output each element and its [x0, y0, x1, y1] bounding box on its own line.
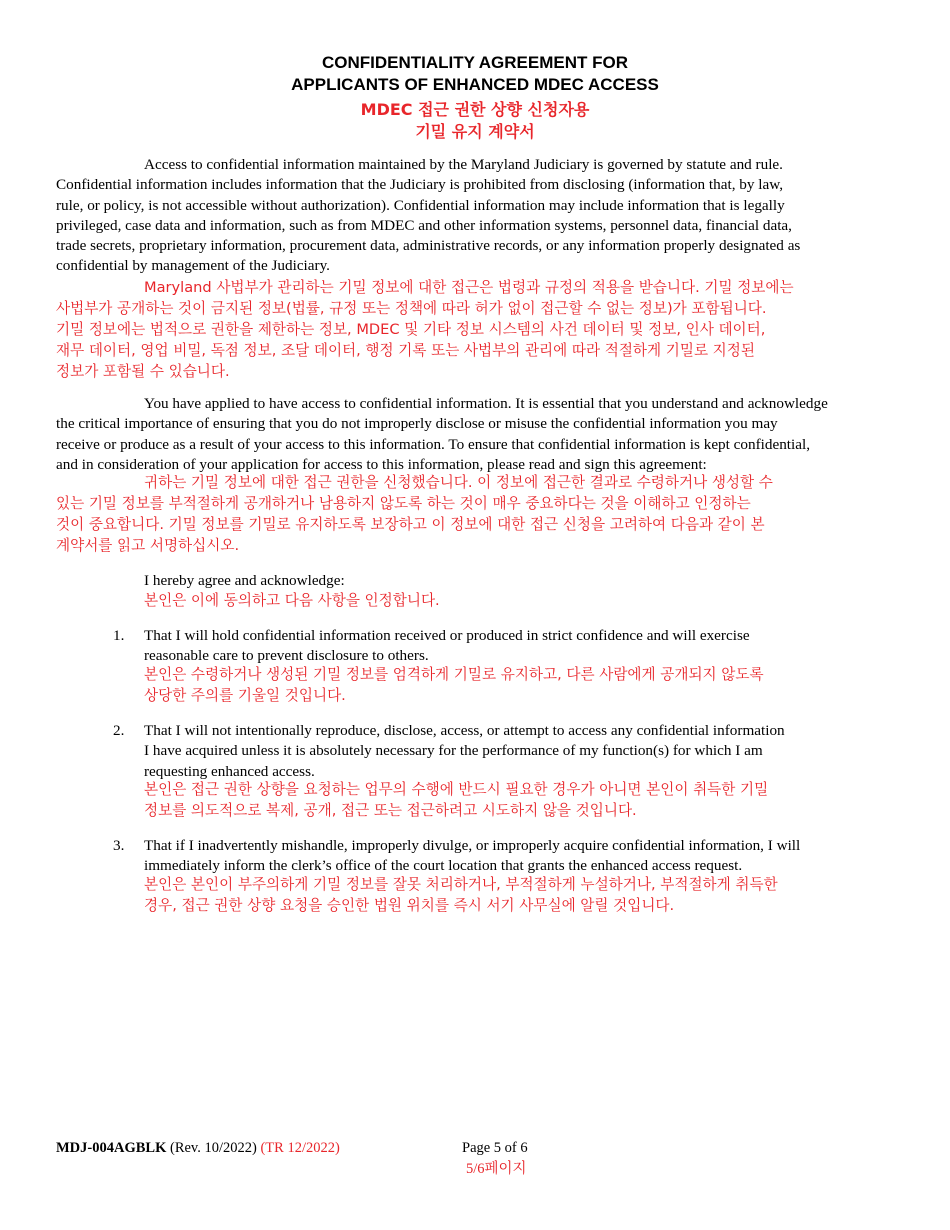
text-line: I have acquired unless it is absolutely necessary for the performance of my function(s) for which I am [144, 742, 763, 760]
form-revision: (Rev. 10/2022) [169, 1140, 257, 1156]
title-korean-line-2: 기밀 유지 계약서 [415, 122, 535, 141]
form-id: MDJ-004AGBLK [56, 1140, 167, 1156]
agree-statement-en: I hereby agree and acknowledge: [144, 572, 345, 589]
agree-statement-ko: 본인은 이에 동의하고 다음 사항을 인정합니다. [144, 592, 440, 609]
intro-paragraph-ko [56, 277, 906, 382]
applied-paragraph-ko [56, 472, 906, 556]
item-number: 3. [113, 837, 125, 854]
text-line: 재무 데이터, 영업 비밀, 독점 정보, 조달 데이터, 행정 기록 또는 사법부의 관리에 따라 적절하게 기밀로 지정된 [56, 342, 755, 359]
text-line: 사법부가 공개하는 것이 금지된 정보(법률, 규정 또는 정책에 따라 허가 없이 접근할 수 없는 정보)가 포함됩니다. [56, 300, 767, 317]
intro-paragraph-en [56, 155, 906, 277]
form-identifier [56, 1140, 340, 1157]
text-line: trade secrets, proprietary information, procurement data, administrative records, or any information properly designated as [56, 237, 801, 255]
text-line: confidential by management of the Judiciary. [56, 257, 330, 275]
text-line: the critical importance of ensuring that you do not improperly disclose or misuse the confidential information you may [56, 415, 778, 433]
applied-paragraph-en [56, 394, 906, 475]
text-line: 정보가 포함될 수 있습니다. [56, 363, 230, 380]
text-line: 계약서를 읽고 서명하십시오. [56, 537, 240, 554]
item-1-ko [144, 664, 914, 706]
text-line: and in consideration of your application for access to this information, please read and sign this agreement: [56, 455, 707, 473]
text-line: 기밀 정보에는 법적으로 권한을 제한하는 정보, MDEC 및 기타 정보 시스템의 사건 데이터 및 정보, 인사 데이터, [56, 321, 766, 338]
text-line: That I will hold confidential information received or produced in strict confidence and will exercise [144, 627, 750, 644]
text-line: That I will not intentionally reproduce, disclose, access, or attempt to access any confidential information [144, 722, 785, 739]
text-line: 본인은 접근 권한 상향을 요청하는 업무의 수행에 반드시 필요한 경우가 아니면 본인이 취득한 기밀 [144, 781, 769, 798]
text-line: 상당한 주의를 기울일 것입니다. [144, 687, 346, 704]
page-number-ko: 5/6페이지 [466, 1161, 527, 1177]
item-number: 1. [113, 627, 125, 644]
text-line: 있는 기밀 정보를 부적절하게 공개하거나 남용하지 않도록 하는 것이 매우 중요하다는 것을 이해하고 인정하는 [56, 495, 751, 512]
text-line: 정보를 의도적으로 복제, 공개, 접근 또는 접근하려고 시도하지 않을 것입니다. [144, 802, 637, 819]
text-line: Confidential information includes information that the Judiciary is prohibited from disclosing (information that, by law, [56, 176, 784, 194]
text-line: privileged, case data and information, such as from MDEC and other information systems, personnel data, financial data, [56, 216, 792, 234]
text-line: 것이 중요합니다. 기밀 정보를 기밀로 유지하도록 보장하고 이 정보에 대한 접근 신청을 고려하여 다음과 같이 본 [56, 516, 765, 533]
title-line-2: APPLICANTS OF ENHANCED MDEC ACCESS [291, 75, 659, 94]
page-number-en: Page 5 of 6 [462, 1140, 528, 1156]
text-line: requesting enhanced access. [144, 762, 315, 780]
text-line: 귀하는 기밀 정보에 대한 접근 권한을 신청했습니다. 이 정보에 접근한 결과로 수령하거나 생성할 수 [144, 474, 773, 491]
text-line: 본인은 본인이 부주의하게 기밀 정보를 잘못 처리하거나, 부적절하게 누설하거나, 부적절하게 취득한 [144, 876, 778, 893]
text-line: You have applied to have access to confidential information. It is essential that you understand and acknowledge [144, 395, 828, 412]
item-2-ko [144, 779, 914, 821]
form-translation-revision: (TR 12/2022) [260, 1140, 340, 1156]
text-line: receive or produce as a result of your access to this information. To ensure that confidential information is kept confidential, [56, 435, 810, 453]
text-line: reasonable care to prevent disclosure to others. [144, 647, 429, 665]
text-line: That if I inadvertently mishandle, improperly divulge, or improperly acquire confidential information, I will [144, 837, 801, 854]
text-line: immediately inform the clerk’s office of the court location that grants the enhanced access request. [144, 857, 743, 875]
title-korean-line-1: MDEC 접근 권한 상향 신청자용 [360, 100, 590, 119]
text-line: Maryland 사법부가 관리하는 기밀 정보에 대한 접근은 법령과 규정의 적용을 받습니다. 기밀 정보에는 [144, 279, 794, 296]
item-number: 2. [113, 722, 125, 739]
text-line: Access to confidential information maintained by the Maryland Judiciary is governed by statute and rule. [144, 156, 783, 173]
item-1-en [144, 626, 914, 667]
title-line-1: CONFIDENTIALITY AGREEMENT FOR [322, 53, 628, 72]
text-line: 본인은 수령하거나 생성된 기밀 정보를 엄격하게 기밀로 유지하고, 다른 사람에게 공개되지 않도록 [144, 666, 764, 683]
text-line: rule, or policy, is not accessible without authorization). Confidential information may include information that is legally [56, 196, 785, 214]
text-line: 경우, 접근 권한 상향 요청을 승인한 법원 위치를 즉시 서기 사무실에 알릴 것입니다. [144, 897, 675, 914]
item-3-en [144, 836, 914, 877]
item-2-en [144, 721, 914, 782]
item-3-ko [144, 874, 914, 916]
